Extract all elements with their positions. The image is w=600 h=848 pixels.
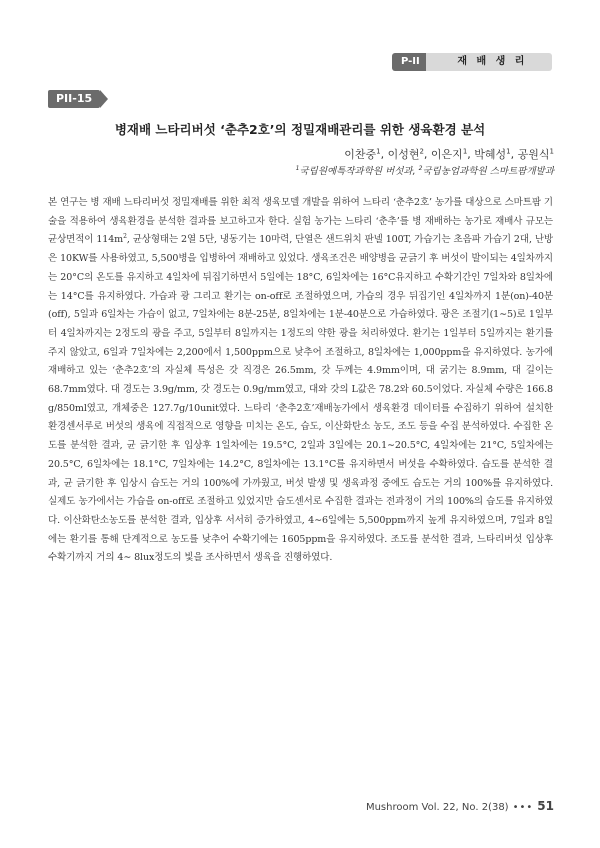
paper-title: 병재배 느타리버섯 ‘춘추2호’의 정밀재배관리를 위한 생육환경 분석 bbox=[114, 122, 486, 137]
author-name: 이은지 bbox=[430, 148, 463, 161]
author-name: 박혜성 bbox=[474, 148, 507, 161]
author-affil-mark: 1 bbox=[549, 147, 554, 156]
superscript: 2 bbox=[123, 233, 127, 241]
abstract-body bbox=[48, 194, 553, 568]
body-part-2: , 균상형태는 2열 5단, 냉동기는 10마력, 단열은 샌드위치 판넬 100T, 가습기는 초음파 가습기 2대, 난방은 10KW를 사용하였고, 5,500병을 입병하여 재배하고 있었다. 생육조건은 배양병을 균긁기 후 버섯이 발이되는 4일차까지는 20°C의 온도를 유지하고 4일차에 뒤집기하면서 5일에는 18°C, 6일차에는 16°C유지하고 수확기간인 7일차와 8일차에는 14°C를 유지하였다. 가습과 광 그리고 환기는 on-off로 조절하였으며, 가습의 경우 뒤집기인 4일차까지 1분(on)-40분(off), 5일과 6일차는 가습이 없고, 7일차에는 8분-25분, 8일차에는 1분-40분으로 가습하였다. 광은 조절기(1∼5)로 1일부터 4일차까지는 2정도의 광을 주고, 5일부터 8일까지는 1정도의 약한 광을 처리하였다. 환기는 1일부터 5일까지는 환기를 주지 않았고, 6일과 7일차에는 2,200에서 1,500ppm으로 낮추어 조절하고, 8일차에는 1,000ppm을 유지하였다. 농가에 재배하고 있는 ‘춘추2호’의 자실체 특성은 갓 직경은 26.5mm, 갓 두께는 4.9mm이며, 대 굵기는 8.9mm, 대 길이는 68.7mm였다. 대 경도는 3.9g/mm, 갓 경도는 0.9g/mm였고, 대와 갓의 L값은 78.2와 60.5이었다. 자실체 수량은 166.8 g/850ml였고, 개체중은 127.7g/10unit였다. 느타리 ‘춘추2호’재배농가에서 생육환경 데이터를 수집하기 위하여 설치한 환경센서루로 버섯의 생육에 직접적으로 영향을 미치는 온도, 습도, 이산화탄소 농도, 조도 등을 수집 분석하였다. 수집한 온도를 분석한 결과, 균 긁기한 후 입상후 1일차에는 19.5°C, 2일과 3일에는 20.1∼20.5°C, 4일차에는 21°C, 5일차에는 20.5°C, 6일차에는 18.1°C, 7일차에는 14.2°C, 8일차에는 13.1°C를 유지하면서 버섯을 수확하였다. 습도를 분석한 결과, 균 긁기한 후 입상시 습도는 거의 100%에 가까웠고, 버섯 발생 및 생육과정 중에도 습도는 거의 100%를 유지하였다. 실제도 농가에서는 가습을 on-off로 조절하고 있었지만 습도센서로 수집한 결과는 전과정이 거의 100%의 습도를 유지하였다. 이산화탄소농도를 분석한 결과, 입상후 서서히 증가하였고, 4∼6일에는 5,500ppm까지 높게 유지하였으며, 7일과 8일에는 환기를 통해 단계적으로 농도를 낮추어 수확기에는 1605ppm을 유지하였다. 조도를 분석한 결과, 느타리버섯 입상후 수확기까지 거의 4∼ 8lux정도의 빛을 조사하면서 생육을 진행하였다. bbox=[48, 234, 553, 564]
body-part-1: 본 연구는 병 재배 느타리버섯 정밀재배를 위한 최적 생육모델 개발을 위하여 느타리 ‘춘추2호’ 농가를 대상으로 스마트팜 기술을 적용하여 생육환경을 분석한 결과를 보고하고자 한다. 실험 농가는 느타리 ‘춘추’를 병 재배하는 농가로 재배사 규모는 균상면적이 114m bbox=[48, 197, 553, 246]
affil-mark: 1 bbox=[295, 164, 300, 172]
author-affil-mark: 1 bbox=[462, 147, 468, 156]
section-header bbox=[392, 53, 552, 71]
affiliation-2: 국립농업과학원 스마트팜개발과 bbox=[422, 166, 554, 177]
author-name: 이성현 bbox=[387, 148, 420, 161]
author-affil-mark: 1 bbox=[376, 147, 381, 156]
author-name: 공원식 bbox=[517, 148, 550, 161]
separator-dots: ••• bbox=[512, 802, 534, 813]
affiliation-1: 국립원예특작과학원 버섯과, bbox=[299, 166, 416, 177]
author-affil-mark: 1 bbox=[506, 147, 511, 156]
category-label: 재 배 생 리 bbox=[426, 53, 552, 71]
affiliations bbox=[296, 163, 554, 177]
author-name: 이찬중 bbox=[344, 148, 377, 161]
section-label: P-II bbox=[392, 53, 426, 71]
affil-mark: 2 bbox=[418, 164, 423, 172]
author-list: 이찬중$^1$, 이성현$^2$, 이은지$^1$, 박혜성$^1$, 공원식$^1$ bbox=[344, 147, 554, 161]
page-footer bbox=[366, 799, 554, 813]
page-number: 51 bbox=[537, 799, 554, 813]
journal-citation: Mushroom Vol. 22, No. 2(38) bbox=[365, 802, 509, 813]
abstract-code: PII-15 bbox=[48, 90, 100, 108]
author-affil-mark: 2 bbox=[419, 147, 424, 156]
